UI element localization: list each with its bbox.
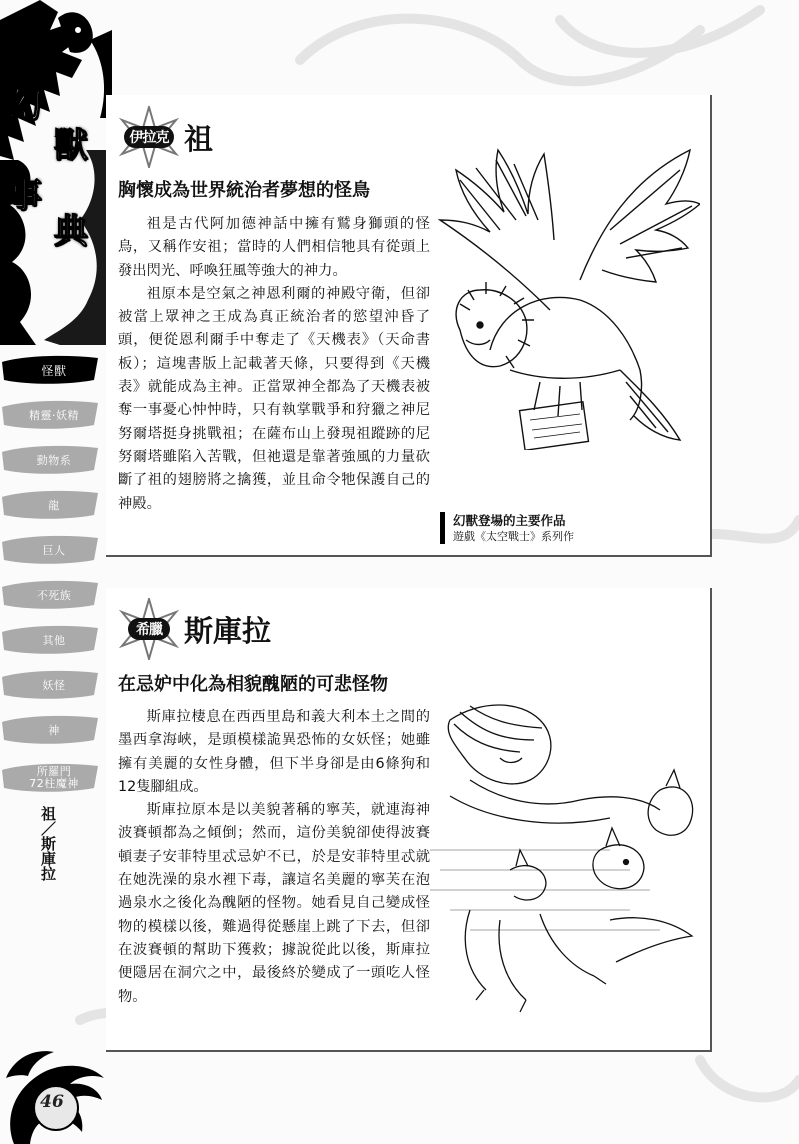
entry-heading xyxy=(118,106,213,168)
sidebar-item-other[interactable] xyxy=(0,618,108,663)
entry-subtitle: 胸懷成為世界統治者夢想的怪鳥 xyxy=(118,180,370,201)
sidebar-item-yokai[interactable] xyxy=(0,663,108,708)
sidebar-item-label-line: 所羅門 xyxy=(36,765,72,778)
sidebar-item-label: 精靈‧妖精 xyxy=(29,408,79,422)
body-paragraph: 斯庫拉原本是以美貌著稱的寧芙，就連海神波賽頓都為之傾倒；然而，這份美貌卻使得波賽頓妻子安菲特里忒忌妒不已，於是安菲特里忒就在她洗澡的泉水裡下毒，讓這名美麗的寧芙在泡過泉水之後化為醜陋的怪物。她看見自己變成怪物的模樣以後，難過得從懸崖上跳了下去，但卻在波賽頓的幫助下獲救；據說從此以後，斯庫拉便隱居在洞穴之中，最後終於變成了一頭吃人怪物。 xyxy=(118,802,430,1005)
sidebar-item-god[interactable] xyxy=(0,708,108,753)
zu-bird-illustration xyxy=(430,120,700,450)
sidebar-item-label: 其他 xyxy=(42,633,66,647)
sidebar-item-label: 妖怪 xyxy=(42,678,66,692)
sidebar-item-monster[interactable] xyxy=(0,348,108,393)
body-paragraph: 祖是古代阿加德神話中擁有鷲身獅頭的怪鳥，又稱作安祖；當時的人們相信牠具有從頭上發出閃光、呼喚狂風等強大的神力。 xyxy=(118,216,430,279)
sidebar-item-label: 巨人 xyxy=(42,543,66,557)
book-title-char: 典 xyxy=(54,212,88,252)
entry-body xyxy=(118,706,430,1009)
sidebar-item-label xyxy=(29,766,79,790)
scylla-illustration xyxy=(430,700,702,1020)
category-sidebar xyxy=(0,348,108,803)
entry-title: 斯庫拉 xyxy=(184,613,272,648)
sidebar-item-animal[interactable] xyxy=(0,438,108,483)
sidebar-item-label: 怪獸 xyxy=(41,363,67,378)
body-paragraph: 斯庫拉棲息在西西里島和義大利本土之間的墨西拿海峽，是頭模樣詭異恐怖的女妖怪；她雖擁有美麗的女性身體，但下半身卻是由6條狗和12隻腳組成。 xyxy=(118,709,430,795)
sidebar-item-solomon-72[interactable] xyxy=(0,753,108,803)
reference-title: 幻獸登場的主要作品 xyxy=(453,513,566,528)
reference-text: 遊戲《太空戰士》系列作 xyxy=(453,530,574,543)
book-title xyxy=(4,78,112,308)
sidebar-item-giant[interactable] xyxy=(0,528,108,573)
page-section-label: 祖／斯庫拉 xyxy=(39,806,57,881)
entry-subtitle: 在忌妒中化為相貌醜陋的可悲怪物 xyxy=(118,674,388,695)
page-number: 46 xyxy=(40,1092,64,1112)
entry-body xyxy=(118,213,430,516)
sidebar-item-label: 龍 xyxy=(48,498,60,512)
sidebar-item-label: 不死族 xyxy=(36,588,72,602)
origin-emblem xyxy=(118,106,180,168)
sidebar-item-dragon[interactable] xyxy=(0,483,108,528)
entry-heading xyxy=(118,598,271,660)
book-title-char: 獸 xyxy=(54,126,88,166)
origin-emblem xyxy=(118,598,180,660)
sidebar-item-label: 神 xyxy=(48,723,60,737)
sidebar-item-spirit-fairy[interactable] xyxy=(0,393,108,438)
sidebar-item-undead[interactable] xyxy=(0,573,108,618)
origin-label: 伊拉克 xyxy=(129,130,169,146)
sidebar-item-label: 動物系 xyxy=(36,453,72,467)
book-title-char: 幻 xyxy=(8,86,42,126)
entry-title: 祖 xyxy=(184,121,214,156)
origin-label: 希臘 xyxy=(136,622,162,638)
reference-box xyxy=(440,512,574,544)
sidebar-item-label-line: 72柱魔神 xyxy=(29,777,79,790)
body-paragraph: 祖原本是空氣之神恩利爾的神殿守衛，但卻被當上眾神之王成為真正統治者的慾望沖昏了頭，便從恩利爾手中奪走了《天機表》（天命書板）；這塊書版上記載著天條，只要得到《天機表》就能成為主神。正當眾神全都為了天機表被奪一事憂心忡忡時，只有執掌戰爭和狩獵之神尼努爾塔挺身挑戰祖；在薩布山上發現祖蹤跡的尼努爾塔雖陷入苦戰，但祂還是靠著強風的力量砍斷了祖的翅膀將之擒獲，並且命令牠保護自己的神殿。 xyxy=(118,285,430,512)
book-title-char: 事 xyxy=(8,176,42,216)
